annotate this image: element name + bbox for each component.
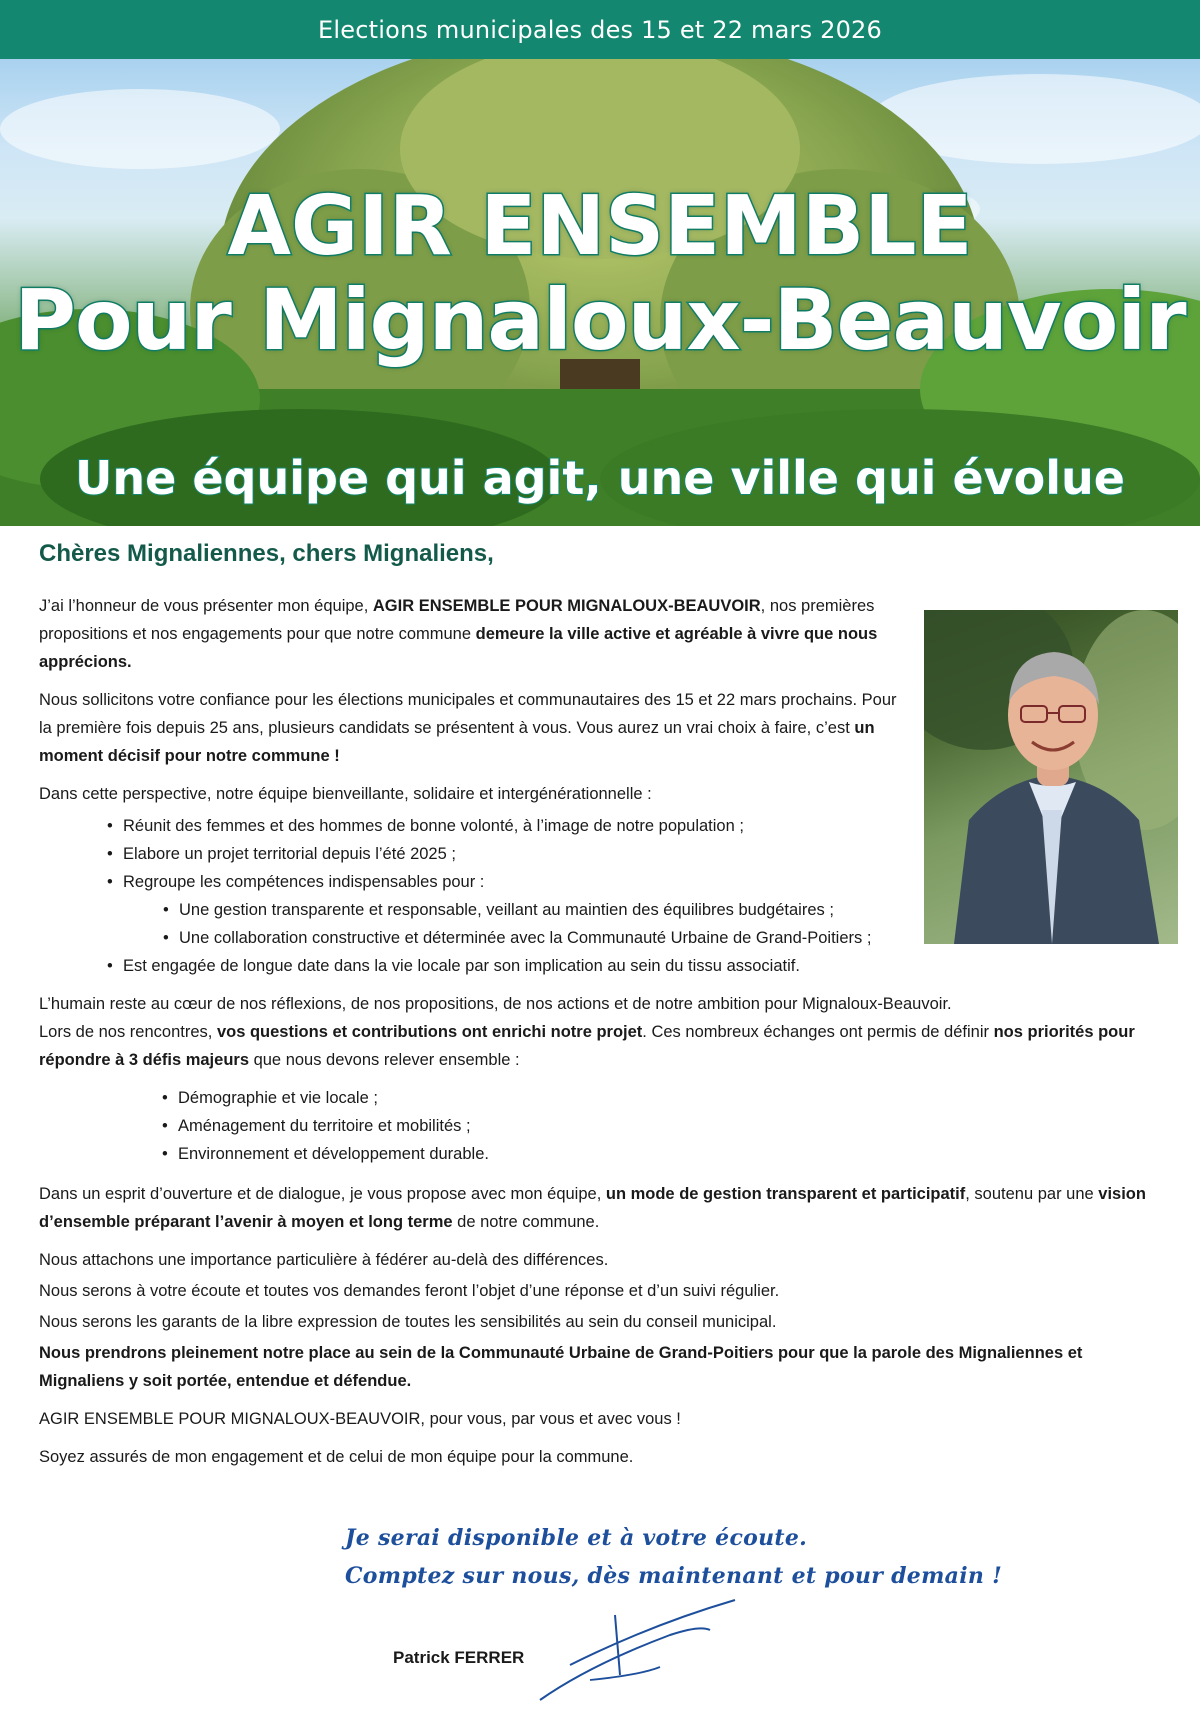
bold-text: nos priorités pour répondre à 3 défis majeurs: [39, 1023, 1135, 1069]
list-item: • Environnement et développement durable.: [178, 1140, 1164, 1168]
list-item: • Aménagement du territoire et mobilités ;: [178, 1112, 1164, 1140]
bold-text: vos questions et contributions ont enrichi notre projet: [216, 1023, 643, 1041]
list-item: • Réunit des femmes et des hommes de bonne volonté, à l’image de notre population ;: [123, 812, 1164, 840]
signer-name: Patrick FERRER: [393, 1648, 525, 1667]
campaign-slogan: Une équipe qui agit, une ville qui évolue: [75, 451, 1125, 505]
text: Lors de nos rencontres,: [39, 1023, 217, 1041]
handwritten-line-1: Je serai disponible et à votre écoute.: [345, 1525, 808, 1551]
list-item: • Une gestion transparente et responsable, veillant au maintien des équilibres budgétaires ;: [179, 896, 1164, 924]
letter-greeting: Chères Mignaliennes, chers Mignaliens,: [39, 540, 494, 567]
text-line: Nous attachons une importance particulière à fédérer au-delà des différences.: [39, 1251, 609, 1269]
list-item: • Une collaboration constructive et déterminée avec la Communauté Urbaine de Grand-Poitiers ;: [179, 924, 1164, 952]
text: Regroupe les compétences indispensables pour :: [123, 873, 485, 891]
text: que nous devons relever ensemble :: [249, 1051, 520, 1069]
campaign-title-line1: AGIR ENSEMBLE: [227, 179, 973, 274]
text: J’ai l’honneur de vous présenter mon équipe,: [39, 597, 373, 615]
candidate-photo: [924, 610, 1178, 944]
list-item: • Démographie et vie locale ;: [178, 1084, 1164, 1112]
portrait-image: [924, 610, 1178, 944]
bold-text: demeure la ville active et agréable à vivre que nous apprécions.: [39, 625, 878, 671]
paragraph-motto: AGIR ENSEMBLE POUR MIGNALOUX-BEAUVOIR, pour vous, par vous et avec vous !: [39, 1410, 681, 1428]
election-date-text: Elections municipales des 15 et 22 mars 2026: [318, 15, 882, 44]
text-line: Nous serons les garants de la libre expression de toutes les sensibilités au sein du conseil municipal.: [39, 1313, 777, 1331]
paragraph-human: L’humain reste au cœur de nos réflexions, de nos propositions, de nos actions et de notre ambition pour Mignaloux-Beauvoir.: [39, 995, 952, 1013]
bold-text: vision d’ensemble préparant l’avenir à moyen et long terme: [39, 1185, 1146, 1231]
text: Dans un esprit d’ouverture et de dialogue, je vous propose avec mon équipe,: [39, 1185, 606, 1203]
text: de notre commune.: [452, 1213, 600, 1231]
text-line: Nous serons à votre écoute et toutes vos demandes feront l’objet d’une réponse et d’un suivi régulier.: [39, 1282, 780, 1300]
list-item: • Elabore un projet territorial depuis l’été 2025 ;: [123, 840, 1164, 868]
election-date-banner: [0, 0, 1200, 59]
handwritten-signature: [530, 1595, 750, 1705]
paragraph-meetings: [39, 1018, 1164, 1074]
bold-text: un moment décisif pour notre commune !: [39, 719, 875, 765]
list-item: • Est engagée de longue date dans la vie locale par son implication au sein du tissu associatif.: [123, 952, 1164, 980]
bold-text: AGIR ENSEMBLE POUR MIGNALOUX-BEAUVOIR: [372, 597, 761, 615]
paragraph-governance: [39, 1180, 1164, 1236]
paragraph-closing: Soyez assurés de mon engagement et de celui de mon équipe pour la commune.: [39, 1448, 634, 1466]
paragraph-team-intro: Dans cette perspective, notre équipe bienveillante, solidaire et intergénérationnelle :: [39, 785, 652, 803]
challenges-list: [39, 1084, 1164, 1168]
bold-commitment: Nous prendrons pleinement notre place au sein de la Communauté Urbaine de Grand-Poitiers pour que la parole des Mignaliennes et Mignaliens y soit portée, entendue et défendue.: [39, 1344, 1083, 1390]
text: , nos premières propositions et nos engagements pour que notre commune: [39, 597, 875, 643]
hero-banner: [0, 59, 1200, 526]
text: Nous sollicitons votre confiance pour les élections municipales et communautaires des 15 et 22 mars prochains. Pour la première fois depuis 25 ans, plusieurs candidats se présentent à vous. Vous aurez un vrai choix à faire, c’est: [39, 691, 897, 737]
handwritten-line-2: Comptez sur nous, dès maintenant et pour demain !: [345, 1563, 1003, 1589]
paragraph-intro: [39, 592, 899, 676]
bold-text: un mode de gestion transparent et participatif: [605, 1185, 966, 1203]
text: . Ces nombreux échanges ont permis de définir: [642, 1023, 994, 1041]
text: , soutenu par une: [965, 1185, 1099, 1203]
paragraph-confidence: [39, 686, 899, 770]
campaign-title-line2: Pour Mignaloux-Beauvoir: [14, 271, 1186, 369]
paragraph-commitments: [39, 1246, 1164, 1395]
